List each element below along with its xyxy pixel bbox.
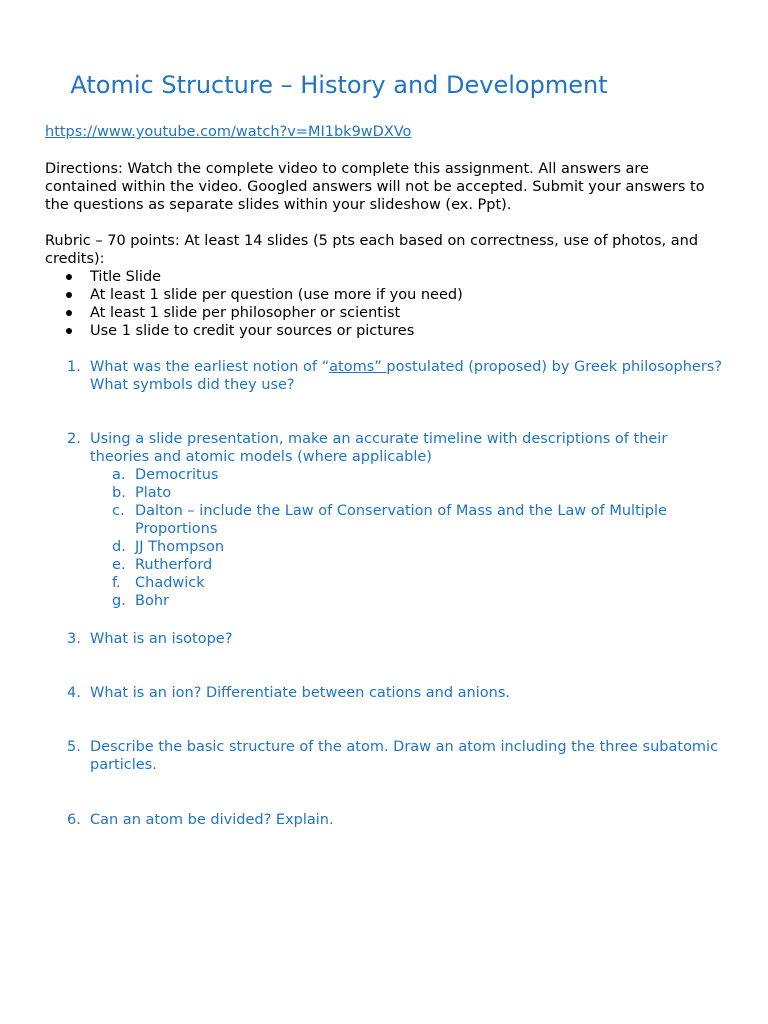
underlined-term: atoms” xyxy=(329,359,387,375)
rubric-list xyxy=(45,268,463,340)
rubric-item xyxy=(45,322,463,340)
question-5 xyxy=(45,738,725,774)
question-text: What is an isotope? xyxy=(90,631,233,647)
scientist-item: d. JJ Thompson xyxy=(112,539,225,555)
scientist-item: c. Dalton – include the Law of Conservation of Mass and the Law of Multiple Proportions xyxy=(112,503,667,537)
question-text: Can an atom be divided? Explain. xyxy=(90,812,334,828)
question-text: Using a slide presentation, make an accurate timeline with descriptions of their theories and atomic models (where applicable) xyxy=(90,431,668,465)
rubric-item xyxy=(45,268,463,286)
scientist-item: g. Bohr xyxy=(112,593,169,609)
rubric-intro: Rubric – 70 points: At least 14 slides (5 pts each based on correctness, use of photos, and credits): xyxy=(45,233,699,267)
question-4 xyxy=(45,684,725,702)
rubric-item-text: Title Slide xyxy=(90,269,162,285)
scientist-item: f. Chadwick xyxy=(112,575,205,591)
scientist-item: e. Rutherford xyxy=(112,557,213,573)
question-number: 4. xyxy=(67,685,81,701)
question-number: 2. xyxy=(67,431,81,447)
question-6 xyxy=(45,811,725,829)
rubric-item xyxy=(45,304,463,322)
rubric-item xyxy=(45,286,463,304)
question-number: 5. xyxy=(67,739,81,755)
video-link[interactable]: https://www.youtube.com/watch?v=MI1bk9wDXVo xyxy=(45,124,412,140)
bullet-icon xyxy=(66,310,72,316)
question-text: What was the earliest notion of “atoms” postulated (proposed) by Greek philosophers? What symbols did they use? xyxy=(90,359,723,393)
scientist-item: b. Plato xyxy=(112,485,172,501)
question-text: What is an ion? Differentiate between cations and anions. xyxy=(90,685,510,701)
bullet-icon xyxy=(66,292,72,298)
question-number: 3. xyxy=(67,631,81,647)
page-title: Atomic Structure – History and Development xyxy=(70,71,608,99)
question-text: Describe the basic structure of the atom. Draw an atom including the three subatomic particles. xyxy=(90,739,719,773)
rubric-item-text: Use 1 slide to credit your sources or pictures xyxy=(90,323,415,339)
bullet-icon xyxy=(66,274,72,280)
question-3 xyxy=(45,630,725,648)
rubric-item-text: At least 1 slide per question (use more if you need) xyxy=(90,287,463,303)
scientist-item: a. Democritus xyxy=(112,467,219,483)
directions-paragraph: Directions: Watch the complete video to complete this assignment. All answers are contained within the video. Googled answers will not be accepted. Submit your answers to the questions as separate slides within your slideshow (ex. Ppt). xyxy=(45,161,705,213)
question-2 xyxy=(45,430,725,610)
scientist-list xyxy=(90,466,725,610)
question-number: 6. xyxy=(67,812,81,828)
rubric-item-text: At least 1 slide per philosopher or scientist xyxy=(90,305,401,321)
question-1 xyxy=(45,358,725,394)
question-number: 1. xyxy=(67,359,81,375)
bullet-icon xyxy=(66,328,72,334)
